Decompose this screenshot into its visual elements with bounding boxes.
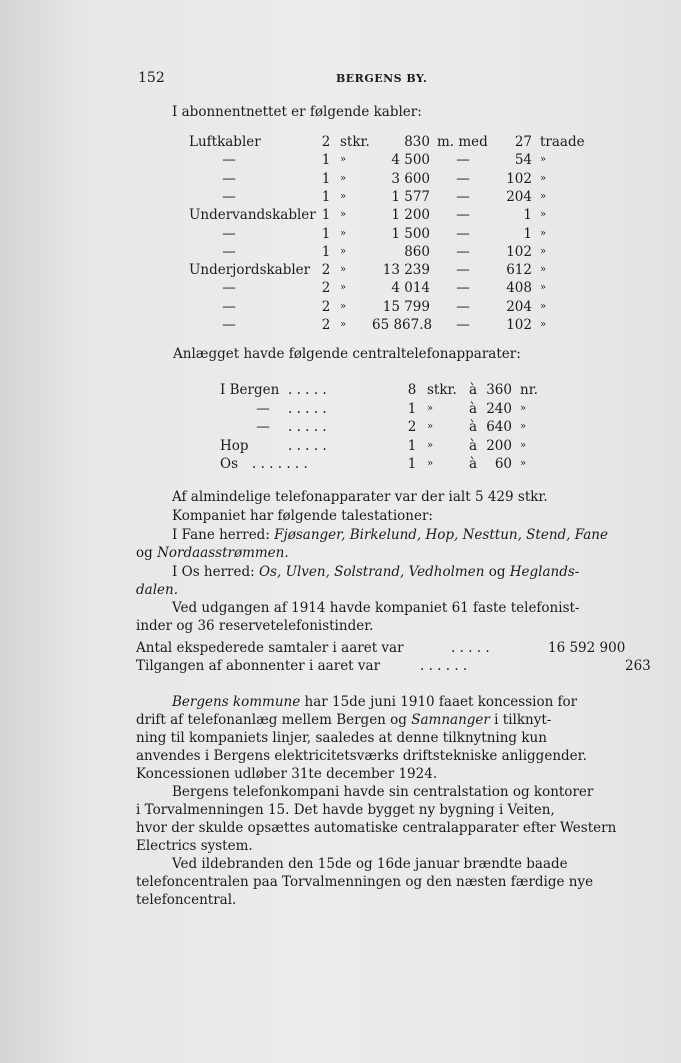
page-number: 152: [138, 70, 165, 86]
cable-cell-unit2: —: [456, 188, 470, 205]
cable-cell-wires: 54: [514, 152, 532, 169]
cable-cell-wire_unit: »: [540, 300, 547, 312]
central-cell-a: à: [468, 437, 478, 454]
cable-cell-unit: »: [340, 245, 347, 257]
central-cell-count: 1: [407, 437, 417, 454]
central-cell-nr: »: [520, 402, 527, 414]
cable-cell-count: 2: [321, 262, 331, 279]
central-cell-a: à: [468, 382, 478, 398]
cable-cell-length: 4 014: [391, 280, 430, 297]
central-cell-unit: stkr.: [427, 382, 457, 398]
para1-l1-rest: har 15de juni 1910 faaet koncession for: [304, 694, 578, 710]
cable-cell-unit2: —: [456, 317, 470, 333]
cable-cell-unit: »: [340, 300, 347, 312]
cable-cell-length: 1 500: [391, 225, 430, 242]
central-cell-leader: . . . . . . .: [252, 456, 308, 472]
central-cell-count: 1: [407, 456, 417, 472]
para1-line-1: [172, 694, 577, 710]
cable-cell-unit2: —: [456, 298, 470, 315]
cable-cell-count: 2: [321, 280, 331, 297]
stat-leader-2: . . . . . .: [420, 658, 468, 674]
cable-cell-wires: 102: [506, 243, 532, 260]
para2-line-3: hvor der skulde opsættes automatiske centralapparater efter Western: [136, 820, 617, 836]
cable-cell-length: 4 500: [391, 152, 430, 169]
para1-line-2: [136, 712, 551, 728]
os-line-1: [172, 564, 579, 580]
central-cell-place: —: [256, 400, 270, 417]
cable-cell-wires: 1: [523, 207, 532, 224]
cable-cell-wires: 1: [523, 225, 532, 242]
intro-line: I abonnentnettet er følgende kabler:: [172, 104, 422, 120]
cable-cell-wire_unit: »: [540, 227, 547, 239]
cable-cell-wire_unit: »: [540, 209, 547, 221]
cable-cell-length: 3 600: [391, 170, 430, 187]
cable-cell-unit2: —: [456, 207, 470, 224]
stat-value-1: 16 592 900: [548, 640, 626, 656]
central-cell-place: I Bergen: [220, 382, 280, 398]
central-cell-nr: »: [520, 458, 527, 469]
central-cell-unit: »: [427, 402, 434, 414]
central-cell-place: Os: [220, 456, 238, 472]
stat-label-2: Tilgangen af abonnenter i aaret var: [136, 658, 381, 674]
cable-cell-length: 830: [404, 134, 430, 150]
cable-cell-count: 1: [321, 207, 331, 224]
cable-cell-wire_unit: »: [540, 154, 547, 166]
para3-line-3: telefoncentral.: [136, 892, 237, 908]
cable-cell-unit: »: [340, 154, 347, 166]
fane-prefix: I Fane herred:: [172, 527, 270, 543]
central-cell-nr: »: [520, 439, 527, 451]
fane-line-2: [136, 545, 289, 561]
cable-cell-wires: 102: [506, 170, 532, 187]
central-cell-count: 1: [407, 400, 417, 417]
cable-cell-count: 2: [321, 298, 331, 315]
central-cell-count: 8: [407, 382, 417, 398]
cable-cell-unit: »: [340, 227, 347, 239]
os-line-2: dalen.: [136, 582, 178, 598]
fane-og: og: [136, 545, 153, 561]
cable-cell-unit2: —: [456, 243, 470, 260]
central-cell-place: Hop: [220, 437, 249, 454]
cable-cell-wire_unit: »: [540, 264, 547, 276]
central-cell-nr: nr.: [520, 382, 538, 398]
central-cell-leader: . . . . .: [288, 419, 327, 435]
os-prefix: I Os herred:: [172, 564, 255, 580]
cable-cell-length: 1 577: [391, 188, 430, 205]
para1-line-4: anvendes i Bergens elektricitetsværks driftstekniske anliggender.: [136, 748, 587, 764]
running-title: BERGENS BY.: [336, 72, 428, 85]
cable-cell-wires: 408: [506, 280, 532, 297]
cable-cell-count: 1: [321, 170, 331, 187]
stat-leader-1: . . . . .: [451, 640, 490, 656]
central-cell-unit: »: [427, 421, 434, 432]
fane-places: Fjøsanger, Birkelund, Hop, Nesttun, Stend, Fane: [274, 527, 608, 543]
cable-cell-wire_unit: »: [540, 282, 547, 294]
cable-cell-wires: 612: [506, 262, 532, 279]
cable-cell-unit: »: [340, 172, 347, 184]
cable-cell-unit2: —: [456, 225, 470, 242]
central-cell-leader: . . . . .: [288, 437, 327, 454]
os-places-b: Heglands-: [509, 564, 580, 580]
cable-cell-count: 1: [321, 152, 331, 169]
para2-line-1: Bergens telefonkompani havde sin centralstation og kontorer: [172, 784, 594, 800]
central-cell-num: 200: [486, 437, 512, 454]
para3-line-2: telefoncentralen paa Torvalmenningen og den næsten færdige nye: [136, 874, 594, 890]
os-places: Os, Ulven, Solstrand, Vedholmen: [258, 564, 485, 580]
talestationer-line: Kompaniet har følgende talestationer:: [172, 508, 433, 524]
central-cell-leader: . . . . .: [288, 382, 327, 398]
cable-cell-wire_unit: traade: [540, 134, 585, 150]
cable-cell-wires: 27: [514, 134, 532, 150]
central-cell-leader: . . . . .: [288, 400, 327, 417]
central-cell-num: 640: [486, 419, 512, 435]
cable-cell-type: —: [222, 152, 236, 169]
cable-cell-count: 1: [321, 188, 331, 205]
central-cell-place: —: [256, 419, 270, 435]
central-cell-unit: »: [427, 439, 434, 451]
para1-l2-a: drift af telefonanlæg mellem Bergen og: [136, 712, 407, 728]
cable-cell-length: 15 799: [382, 298, 430, 315]
central-cell-a: à: [468, 400, 478, 417]
cable-cell-unit2: —: [456, 170, 470, 187]
cable-cell-length: 1 200: [391, 207, 430, 224]
para1-line-5: Koncessionen udløber 31te december 1924.: [136, 766, 438, 782]
cable-cell-count: 1: [321, 243, 331, 260]
cable-cell-unit2: —: [456, 280, 470, 297]
para1-subject: Bergens kommune: [172, 694, 301, 710]
cable-cell-count: 2: [321, 317, 331, 333]
fane-places-2: Nordaasstrømmen.: [157, 545, 289, 561]
cable-cell-type: —: [222, 298, 236, 315]
cable-cell-type: —: [222, 225, 236, 242]
central-cell-nr: »: [520, 421, 527, 432]
cable-cell-unit: »: [340, 282, 347, 294]
udgang-line-2: inder og 36 reservetelefonistinder.: [136, 618, 374, 634]
cable-cell-count: 1: [321, 225, 331, 242]
cable-cell-length: 13 239: [382, 262, 430, 279]
cable-cell-unit2: —: [456, 152, 470, 169]
cable-cell-type: Underjordskabler: [189, 262, 311, 279]
cable-cell-unit: »: [340, 190, 347, 202]
cable-cell-type: —: [222, 243, 236, 260]
central-cell-num: 60: [494, 456, 512, 472]
central-cell-a: à: [468, 419, 478, 435]
central-cell-count: 2: [407, 419, 417, 435]
cable-cell-type: —: [222, 188, 236, 205]
cable-cell-type: Luftkabler: [189, 134, 261, 150]
udgang-line-1: Ved udgangen af 1914 havde kompaniet 61 faste telefonist-: [172, 600, 580, 616]
central-cell-num: 240: [486, 400, 512, 417]
apparatus-line: Af almindelige telefonapparater var der ialt 5 429 stkr.: [172, 489, 548, 505]
cable-cell-unit2: m. med: [437, 134, 488, 150]
central-cell-num: 360: [486, 382, 512, 398]
cable-cell-unit: stkr.: [340, 134, 370, 150]
cable-cell-wires: 102: [506, 317, 532, 333]
cable-cell-type: —: [222, 280, 236, 297]
para2-line-4: Electrics system.: [136, 838, 253, 854]
cable-cell-count: 2: [321, 134, 331, 150]
cable-cell-unit: »: [340, 264, 347, 276]
stat-label-1: Antal ekspederede samtaler i aaret var: [136, 640, 404, 656]
cable-cell-unit: »: [340, 319, 347, 330]
cable-cell-length: 860: [404, 243, 430, 260]
cable-cell-wire_unit: »: [540, 172, 547, 184]
para2-line-2: i Torvalmenningen 15. Det havde bygget ny bygning i Veiten,: [136, 802, 555, 818]
central-cell-unit: »: [427, 458, 434, 469]
cable-cell-length: 65 867.8: [372, 317, 433, 333]
para1-l2-italic: Samnanger: [411, 712, 490, 728]
cable-cell-type: —: [222, 317, 236, 333]
cable-cell-wires: 204: [506, 188, 532, 205]
cable-cell-type: —: [222, 170, 236, 187]
central-cell-a: à: [468, 456, 478, 472]
cable-cell-wire_unit: »: [540, 319, 547, 330]
cable-cell-wires: 204: [506, 298, 532, 315]
cable-cell-wire_unit: »: [540, 190, 547, 202]
stat-value-2: 263: [625, 658, 651, 674]
central-heading: Anlægget havde følgende centraltelefonapparater:: [173, 346, 521, 362]
cable-cell-wire_unit: »: [540, 245, 547, 257]
cable-cell-unit2: —: [456, 262, 470, 279]
para3-line-1: Ved ildebranden den 15de og 16de januar brændte baade: [172, 856, 568, 872]
os-og: og: [488, 564, 506, 580]
para1-line-3: ning til kompaniets linjer, saaledes at denne tilknytning kun: [136, 730, 547, 746]
cable-cell-unit: »: [340, 209, 347, 221]
cable-cell-type: Undervandskabler: [189, 207, 316, 224]
para1-l2-b: i tilknyt-: [494, 712, 552, 728]
fane-line-1: [172, 527, 608, 543]
